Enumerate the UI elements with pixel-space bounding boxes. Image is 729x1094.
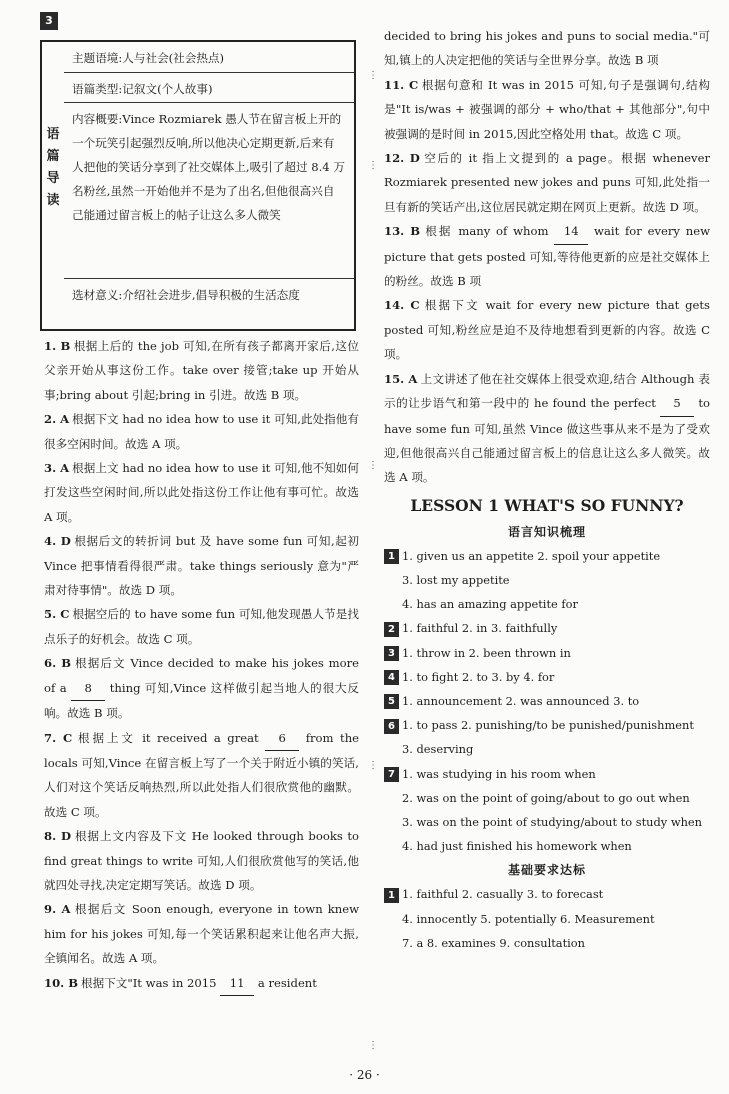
answer-text-before-blank: 根据 many of whom: [423, 224, 549, 239]
answer-text: 根据空后的 to have some fun 可知,他发现愚人节是找点乐子的好机会。故选 C 项。: [44, 607, 359, 646]
exercise-line: [384, 689, 710, 713]
answer-number: 10. B: [44, 975, 79, 990]
basic-list: [384, 882, 710, 955]
answer-text: 空后的 it 指上文提到的 a page。根据 whenever Rozmiarek presented new jokes and puns 可知,此处指一旦有新的笑话产出,这位居民就定期在网页上更新。故选 D 项。: [384, 151, 710, 214]
fold-dots: ⋮: [368, 760, 378, 771]
exercise-answers: 3. was on the point of studying/about to study when: [402, 814, 702, 829]
answer-text-before-blank: 根据上文 it received a great: [75, 730, 259, 745]
exercise-line: [384, 641, 710, 665]
exercise-line: [384, 544, 710, 568]
fold-dots: ⋮: [368, 460, 378, 471]
exercise-line: [384, 786, 710, 810]
fold-dots: ⋮: [368, 160, 378, 171]
answer-item: [44, 971, 359, 996]
guide-summary: 内容概要:Vince Rozmiarek 愚人节在留言板上开的一个玩笑引起强烈反响,所以他决心定期更新,后来有人把他的笑话分享到了社交媒体上,吸引了超过 8.4 万名粉丝,虽然一开始他并不是为了出名,但他很高兴自己能通过留言板上的帖子让这么多人微笑: [64, 102, 354, 281]
answer-text-after-blank: wait for every new picture that gets posted 可知,等待他更新的应是社交媒体上的粉丝。故选 B 项: [384, 224, 710, 289]
answer-text: 根据上文内容及下文 He looked through books to find great things to write 可知,人们很欣赏他写的笑话,他就四处寻找,决定定期写笑话。故选 D 项。: [44, 829, 359, 892]
answer-number: 9. A: [44, 902, 71, 917]
guide-type: 语篇类型:记叙文(个人故事): [64, 72, 354, 103]
answer-item: [44, 726, 359, 825]
exercise-answers: 4. innocently 5. potentially 6. Measurement: [402, 911, 655, 926]
exercise-answers: 1. to pass 2. punishing/to be punished/punishment: [402, 718, 694, 733]
answer-number: 14. C: [384, 298, 420, 313]
answer-number: 4. D: [44, 534, 71, 549]
answer-number: 13. B: [384, 224, 421, 239]
exercise-line: [384, 907, 710, 931]
answer-number: 11. C: [384, 77, 419, 92]
answer-text: 根据后文的转折词 but 及 have some fun 可知,起初 Vince 把事情看得很严肃。take things seriously 意为"严肃对待事情"。故选 D 项。: [44, 534, 359, 598]
answer-item: [384, 146, 710, 219]
answer-number: 5. C: [44, 607, 70, 622]
answer-number: 6. B: [44, 656, 71, 671]
exercise-group-badge: 5: [384, 694, 399, 709]
guide-meaning: 选材意义:介绍社会进步,倡导积极的生活态度: [64, 278, 354, 330]
exercise-group-badge: 1: [384, 549, 399, 564]
exercise-line: [384, 592, 710, 616]
exercise-answers: 4. had just finished his homework when: [402, 839, 632, 854]
exercise-line: [384, 762, 710, 786]
answer-item: [384, 73, 710, 146]
answer-text: 根据下文 wait for every new picture that gets posted 可知,粉丝应是迫不及待地想看到更新的内容。故选 C 项。: [384, 298, 710, 362]
exercise-line: [384, 810, 710, 834]
blank-number: 5: [660, 391, 694, 416]
answer-item: [384, 367, 710, 490]
right-column: [384, 24, 710, 955]
exercise-group-badge: 1: [384, 888, 399, 903]
knowledge-section-title: 语言知识梳理: [507, 524, 586, 539]
answer-text-after-blank: a resident: [257, 975, 317, 990]
fold-dots: ⋮: [368, 70, 378, 81]
exercise-answers: 1. was studying in his room when: [402, 766, 596, 781]
exercise-answers: 1. announcement 2. was announced 3. to: [402, 693, 640, 708]
answer-number: 15. A: [384, 371, 418, 386]
exercise-line: [384, 882, 710, 906]
answer-text: decided to bring his jokes and puns to social media."可知,镇上的人决定把他的笑话与全世界分享。故选 B 项: [384, 29, 710, 68]
exercise-line: [384, 713, 710, 737]
answer-number: 8. D: [44, 829, 72, 844]
exercise-answers: 4. has an amazing appetite for: [402, 597, 578, 612]
answer-text: 根据上文 had no idea how to use it 可知,他不知如何打发这些空闲时间,所以此处指这份工作让他有事可忙。故选 A 项。: [44, 461, 359, 524]
exercise-answers: 1. given us an appetite 2. spoil your appetite: [402, 548, 661, 563]
answer-text: 根据上后的 the job 可知,在所有孩子都离开家后,这位父亲开始从事这份工作。take over 接管;take up 开始从事;bring about 引起;bring in 引进。故选 B 项。: [44, 339, 359, 402]
exercise-group-badge: 7: [384, 767, 399, 782]
exercise-answers: 7. a 8. examines 9. consultation: [402, 935, 586, 950]
exercise-answers: 2. was on the point of going/about to go out when: [402, 790, 690, 805]
answer-number: 1. B: [44, 339, 71, 353]
guide-side-label: 语篇导读: [46, 127, 60, 208]
answer-number: 12. D: [384, 151, 420, 166]
answer-item: [44, 407, 359, 456]
answer-text-after-blank: from the locals 可知,Vince 在留言板上写了一个关于附近小镇的笑话,人们对这个笑话反响热烈,所以此处指人们很欣赏他的幽默。故选 C 项。: [44, 730, 360, 819]
blank-number: 14: [554, 219, 588, 244]
exercise-answers: 3. lost my appetite: [402, 572, 510, 587]
basic-section-title: 基础要求达标: [507, 863, 586, 878]
answer-number: 3. A: [44, 461, 70, 476]
reading-guide-box: [40, 40, 356, 331]
right-answer-list: [384, 24, 710, 490]
answer-text-after-blank: to have some fun 可知,虽然 Vince 做这些事从来不是为了受欢迎,但他很高兴自己能通过留言板上的信息让这么多人微笑。故选 A 项。: [384, 396, 710, 485]
exercise-group-badge: 6: [384, 719, 399, 734]
exercise-group-badge: 2: [384, 622, 399, 637]
fold-dots: ⋮: [368, 1040, 378, 1051]
answer-text-after-blank: thing 可知,Vince 这样做引起当地人的很大反响。故选 B 项。: [44, 680, 360, 721]
lesson-title: LESSON 1 WHAT'S SO FUNNY?: [410, 495, 684, 515]
answer-number: 2. A: [44, 412, 70, 427]
exercise-group-badge: 3: [384, 646, 399, 661]
answer-text: 根据后文 Soon enough, everyone in town knew him for his jokes 可知,每一个笑话累积起来让他名声大振,全镇闻名。故选 A 项。: [44, 902, 359, 966]
page-number: · 26 ·: [349, 1068, 380, 1082]
answer-item: [44, 897, 359, 970]
exercise-answers: 1. throw in 2. been thrown in: [402, 645, 571, 660]
exercise-group-badge: 4: [384, 670, 399, 685]
answer-item: [44, 824, 359, 897]
knowledge-list: [384, 544, 710, 859]
answer-item: [44, 334, 359, 407]
answer-item: [44, 602, 359, 651]
section-number-badge: 3: [40, 12, 58, 30]
exercise-line: [384, 931, 710, 955]
answer-item: [44, 456, 359, 529]
exercise-answers: 1. faithful 2. in 3. faithfully: [402, 621, 558, 636]
blank-number: 11: [220, 971, 254, 996]
answer-text-before-blank: 上文讲述了他在社交媒体上很受欢迎,结合 Although 表示的让步语气和第一段中的 he found the perfect: [384, 371, 710, 411]
answer-item: [384, 293, 710, 366]
answer-item: [44, 651, 359, 725]
blank-number: 6: [265, 726, 299, 751]
guide-theme: 主题语境:人与社会(社会热点): [72, 51, 225, 65]
exercise-line: [384, 737, 710, 761]
answer-item: [384, 24, 710, 73]
exercise-line: [384, 834, 710, 858]
blank-number: 8: [71, 676, 105, 701]
answer-text-before-blank: 根据下文"It was in 2015: [81, 975, 217, 990]
answer-item: [384, 219, 710, 293]
answer-text: 根据句意和 It was in 2015 可知,句子是强调句,结构是"It is/was + 被强调的部分 + who/that + 其他部分",句中被强调的是时间 in 2015,因此空格处用 that。故选 C 项。: [384, 77, 710, 141]
left-answer-column: [44, 334, 359, 996]
answer-item: [44, 529, 359, 602]
exercise-answers: 1. to fight 2. to 3. by 4. for: [402, 669, 555, 684]
exercise-answers: 1. faithful 2. casually 3. to forecast: [402, 887, 604, 902]
exercise-line: [384, 616, 710, 640]
exercise-line: [384, 665, 710, 689]
answer-text-before-blank: 根据后文 Vince decided to make his jokes more of a: [44, 656, 359, 695]
answer-number: 7. C: [44, 730, 73, 745]
exercise-answers: 3. deserving: [402, 742, 474, 757]
answer-text: 根据下文 had no idea how to use it 可知,此处指他有很多空闲时间。故选 A 项。: [44, 412, 359, 451]
exercise-line: [384, 568, 710, 592]
